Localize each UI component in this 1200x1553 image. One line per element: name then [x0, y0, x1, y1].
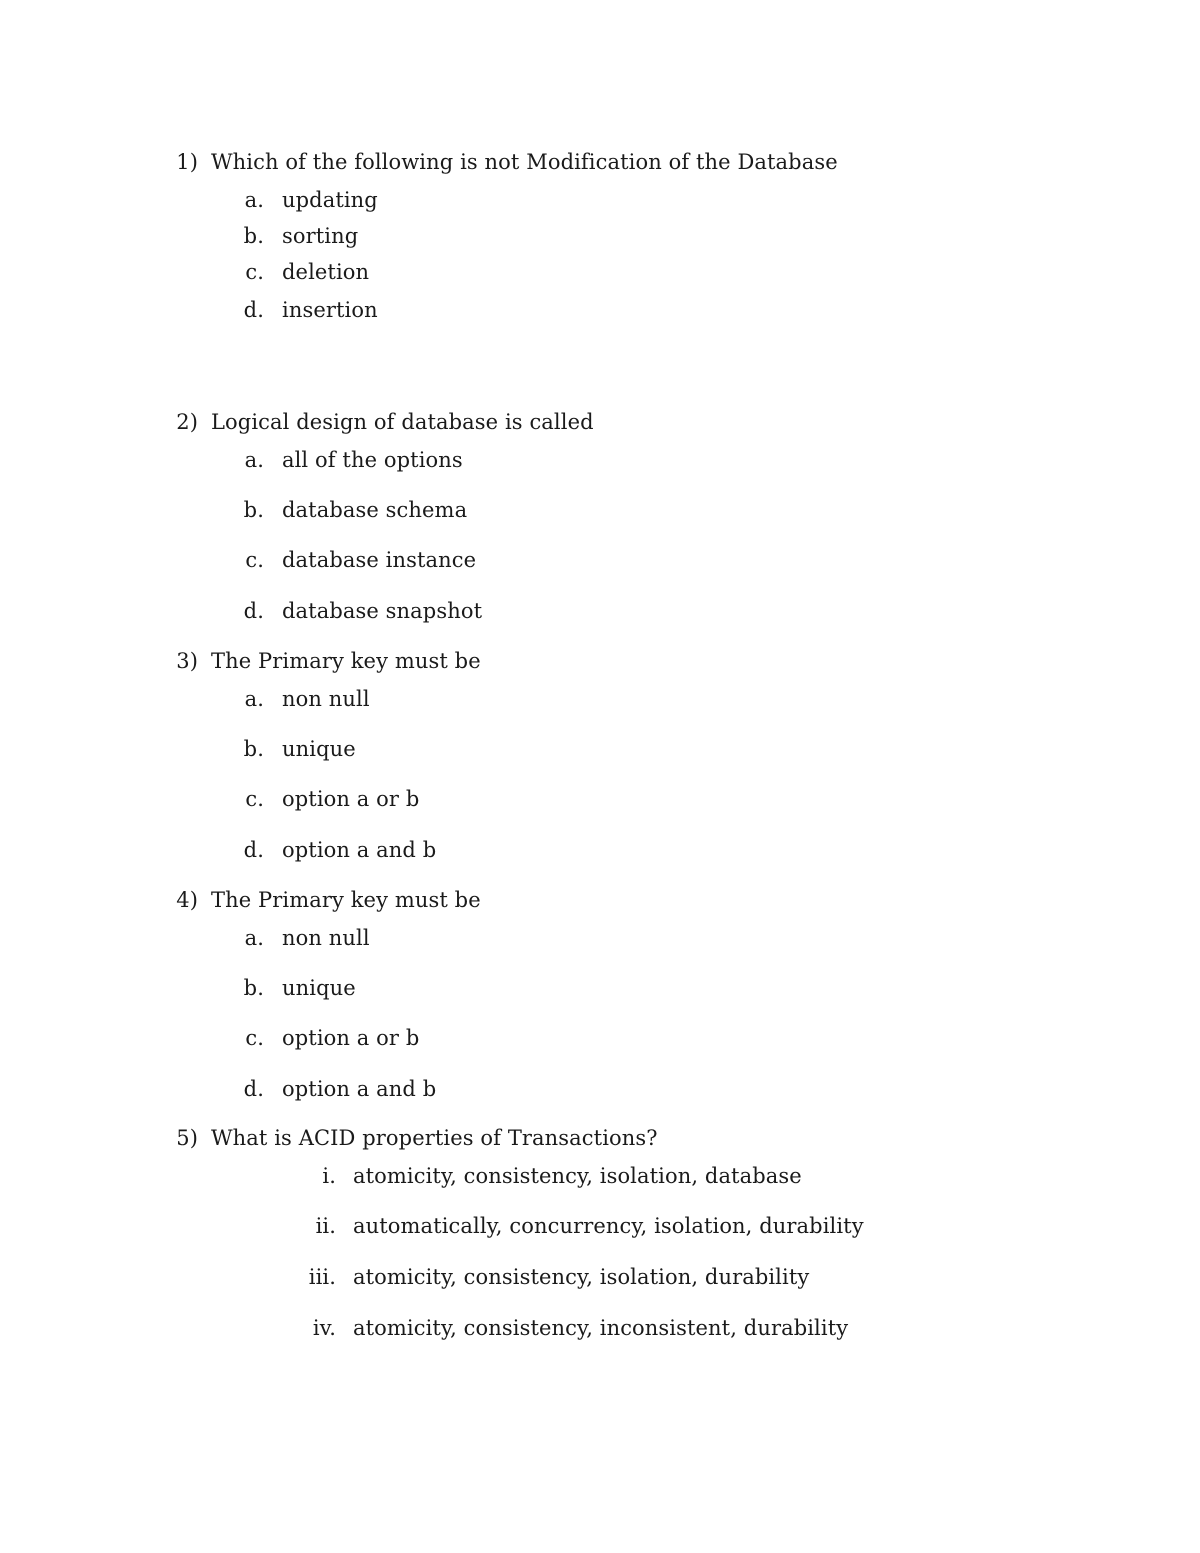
option-text: unique: [282, 976, 356, 1000]
question-text: What is ACID properties of Transactions?: [211, 1126, 658, 1150]
option-text: option a or b: [282, 1026, 420, 1050]
question-number: 1): [176, 150, 198, 174]
question-text: Which of the following is not Modification of the Database: [211, 150, 838, 174]
option-label: b.: [243, 976, 264, 1000]
option-label: c.: [245, 548, 264, 572]
option-text: unique: [282, 737, 356, 761]
question-number: 4): [176, 888, 198, 912]
option-text: non null: [282, 687, 370, 711]
question-text: The Primary key must be: [211, 649, 481, 673]
option-label: iv.: [312, 1316, 336, 1340]
option-text: database schema: [282, 498, 468, 522]
question-text: The Primary key must be: [211, 888, 481, 912]
option-label: a.: [244, 448, 264, 472]
option-label: c.: [245, 260, 264, 284]
option-text: deletion: [282, 260, 370, 284]
option-label: b.: [243, 737, 264, 761]
option-text: database instance: [282, 548, 477, 572]
question-number: 2): [176, 410, 198, 434]
option-text: automatically, concurrency, isolation, durability: [353, 1214, 864, 1238]
question-text: Logical design of database is called: [211, 410, 594, 434]
question-number: 5): [176, 1126, 198, 1150]
option-label: d.: [243, 838, 264, 862]
option-text: option a or b: [282, 787, 420, 811]
option-text: atomicity, consistency, isolation, durability: [353, 1265, 810, 1289]
option-text: option a and b: [282, 838, 437, 862]
option-text: atomicity, consistency, isolation, database: [353, 1164, 802, 1188]
option-label: b.: [243, 224, 264, 248]
option-label: d.: [243, 298, 264, 322]
option-text: all of the options: [282, 448, 463, 472]
option-label: d.: [243, 1077, 264, 1101]
option-text: updating: [282, 188, 378, 212]
option-text: non null: [282, 926, 370, 950]
option-text: database snapshot: [282, 599, 483, 623]
option-label: d.: [243, 599, 264, 623]
option-text: atomicity, consistency, inconsistent, durability: [353, 1316, 849, 1340]
option-label: a.: [244, 188, 264, 212]
option-label: i.: [322, 1164, 336, 1188]
option-label: b.: [243, 498, 264, 522]
option-label: ii.: [315, 1214, 336, 1238]
option-text: insertion: [282, 298, 378, 322]
option-label: iii.: [308, 1265, 336, 1289]
question-number: 3): [176, 649, 198, 673]
option-label: c.: [245, 1026, 264, 1050]
option-label: c.: [245, 787, 264, 811]
option-label: a.: [244, 687, 264, 711]
option-label: a.: [244, 926, 264, 950]
option-text: sorting: [282, 224, 359, 248]
option-text: option a and b: [282, 1077, 437, 1101]
